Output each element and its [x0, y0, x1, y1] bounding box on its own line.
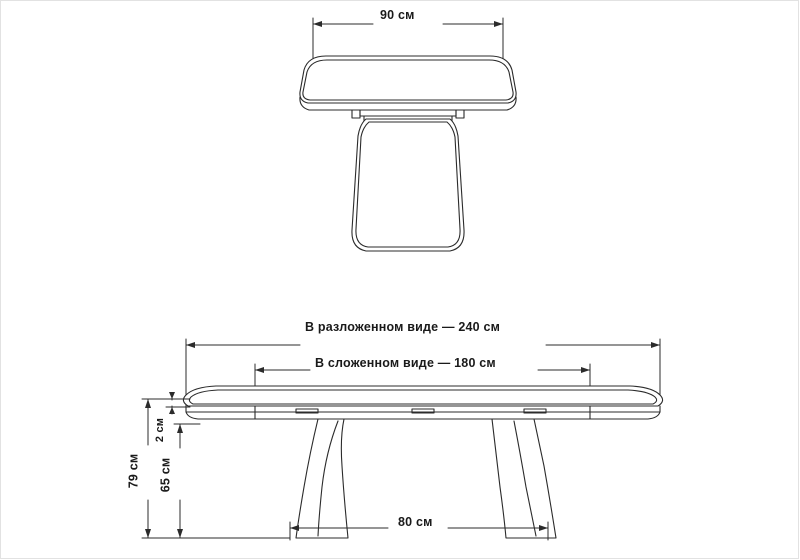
dim-65-line: [174, 424, 200, 538]
dim-label-top-width: 90 см: [380, 8, 415, 22]
dim-90-line: [313, 18, 503, 62]
dim-label-top-thickness: 2 см: [154, 417, 167, 443]
dim-label-depth: 80 см: [398, 515, 433, 529]
dim-label-expanded: В разложенном виде — 240 см: [305, 320, 501, 334]
dim-label-height-base: 65 см: [158, 457, 173, 493]
dim-label-folded: В сложенном виде — 180 см: [315, 356, 496, 370]
dim-label-height-total: 79 см: [126, 453, 141, 489]
top-view-group: [300, 18, 516, 251]
